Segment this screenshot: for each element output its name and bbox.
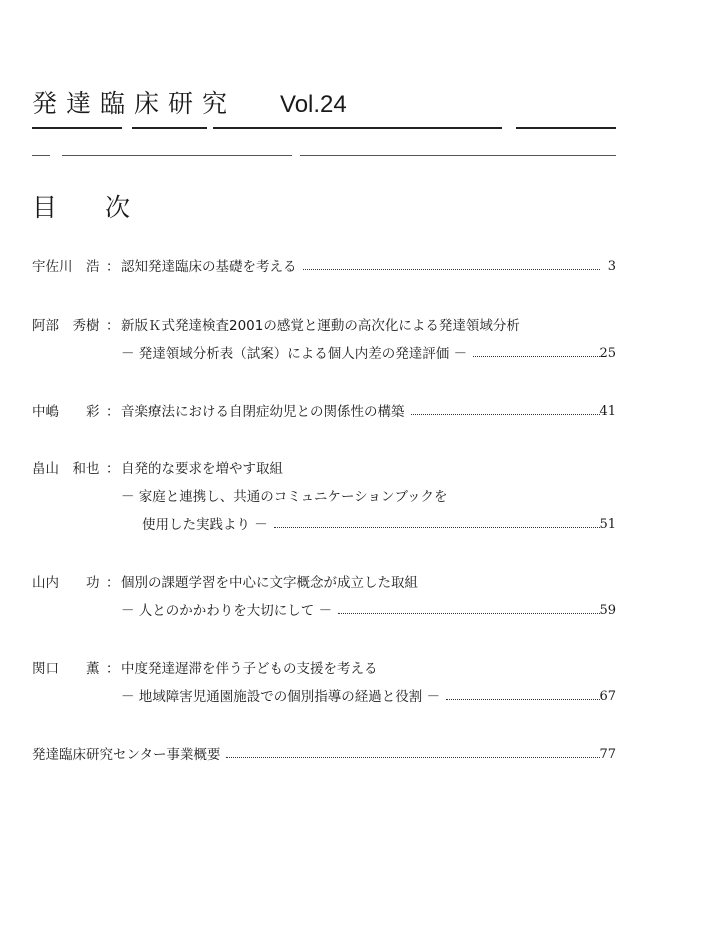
entry-page-number: 3 — [607, 259, 616, 274]
entry-colon: ： — [106, 461, 120, 477]
journal-volume: Vol.24 — [280, 91, 347, 118]
entry-colon: ： — [106, 575, 120, 591]
toc-entry-continuation — [0, 515, 715, 535]
entry-colon: ： — [106, 404, 120, 420]
dot-leader — [411, 414, 601, 415]
toc-entry[interactable] — [0, 257, 715, 277]
entry-page-number: 77 — [599, 747, 616, 762]
toc-entry[interactable] — [0, 459, 715, 479]
entry-title: 自発的な要求を増やす取組 — [121, 461, 283, 477]
entry-title: 個別の課題学習を中心に文字概念が成立した取組 — [121, 575, 418, 591]
entry-author: 畠山 和也 — [32, 461, 100, 477]
toc-entry-continuation — [0, 487, 715, 507]
entry-page-number: 41 — [599, 404, 616, 419]
entry-author: 中嶋 彩 — [32, 404, 100, 420]
entry-author: 山内 功 — [32, 575, 100, 591]
entry-colon: ： — [106, 318, 120, 334]
dot-leader — [303, 269, 601, 270]
entry-colon: ： — [106, 259, 120, 275]
toc-entry[interactable] — [0, 745, 715, 765]
toc-entry[interactable] — [0, 659, 715, 679]
dot-leader — [274, 527, 600, 528]
entry-title: 新版Ｋ式発達検査2001の感覚と運動の高次化による発達領域分析 — [121, 318, 520, 334]
toc-entry[interactable] — [0, 402, 715, 422]
toc-entry[interactable] — [0, 316, 715, 336]
journal-name: 発達臨床研究 — [32, 89, 237, 118]
entry-author: 阿部 秀樹 — [32, 318, 100, 334]
entry-title: 音楽療法における自閉症幼児との関係性の構築 — [121, 404, 405, 420]
entry-page-number: 59 — [599, 603, 616, 618]
entry-subtitle: － 地域障害児通園施設での個別指導の経過と役割 － — [121, 689, 441, 705]
entry-colon: ： — [106, 661, 120, 677]
entry-subtitle: － 発達領域分析表（試案）による個人内差の発達評価 － — [121, 346, 468, 362]
entry-page-number: 51 — [599, 517, 616, 532]
toc-entry[interactable] — [0, 573, 715, 593]
entry-subtitle: － 人とのかかわりを大切にして － — [121, 603, 333, 619]
dot-leader — [226, 757, 600, 758]
entry-author: 宇佐川 浩 — [32, 259, 100, 275]
entry-title: 発達臨床研究センター事業概要 — [32, 747, 221, 763]
dot-leader — [338, 613, 600, 614]
toc-entry-continuation — [0, 687, 715, 707]
entry-title: 中度発達遅滞を伴う子どもの支援を考える — [121, 661, 378, 677]
entry-author: 関口 薫 — [32, 661, 100, 677]
contents-heading: 目 次 — [32, 193, 150, 222]
toc-entry-continuation — [0, 601, 715, 621]
dot-leader — [473, 356, 600, 357]
entry-title: 認知発達臨床の基礎を考える — [121, 259, 297, 275]
entry-subtitle: 使用した実践より － — [142, 517, 268, 533]
entry-page-number: 67 — [599, 689, 616, 704]
dot-leader — [446, 699, 600, 700]
toc-entry-continuation — [0, 344, 715, 364]
entry-subtitle: － 家庭と連携し、共通のコミュニケーションブックを — [121, 489, 448, 505]
entry-page-number: 25 — [599, 346, 616, 361]
